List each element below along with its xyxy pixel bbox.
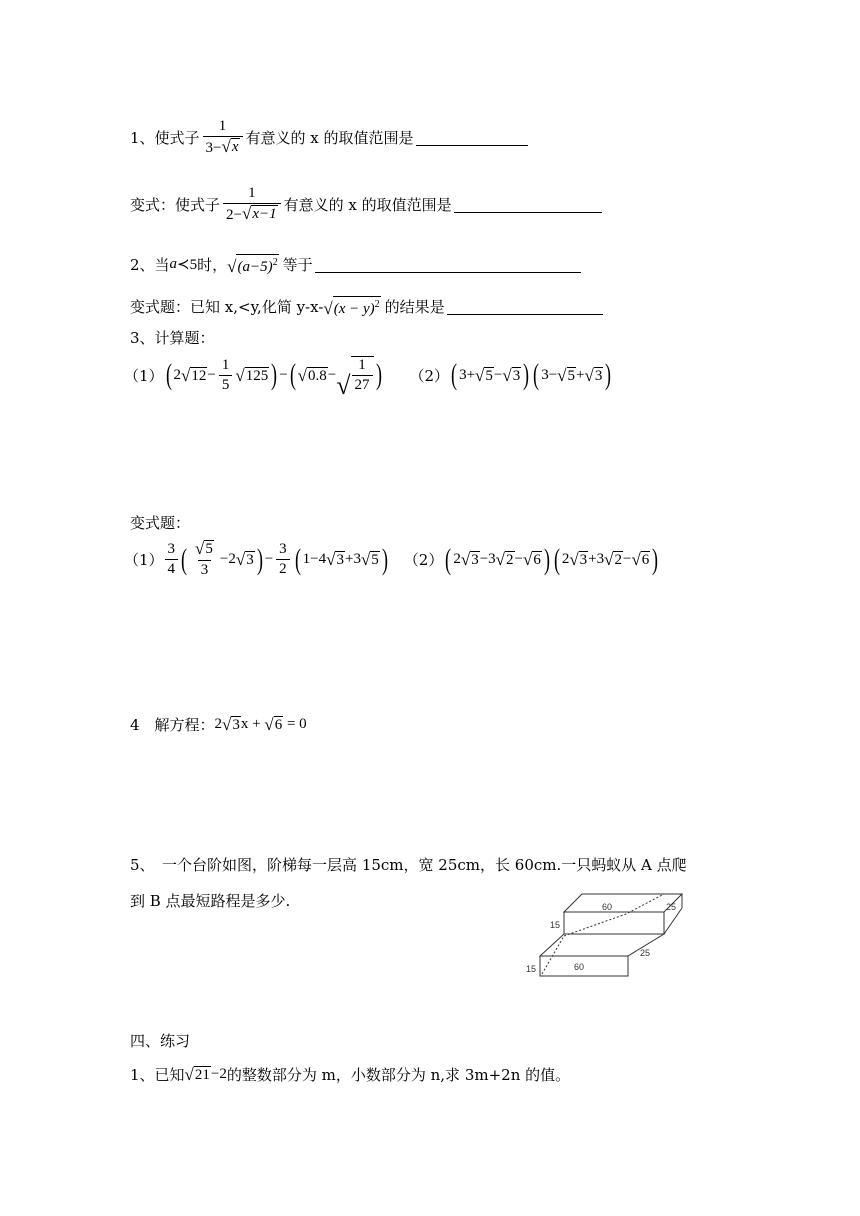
- q1-fraction: 1 3− √ x: [200, 118, 246, 157]
- q3v-p2-label: （2）: [403, 551, 444, 569]
- q3-p1-label: （1）: [124, 366, 164, 385]
- question-5-line2: 到 B 点最短路程是多少.: [130, 892, 291, 910]
- q2-label: 2、当: [130, 256, 170, 274]
- q2v-label: 变式题：已知 x,<y,化简 y-x-: [130, 298, 324, 316]
- ex1-tail: 的整数部分为 m，小数部分为 n,求 3m+2n 的值。: [226, 1066, 571, 1084]
- top-length-label: 60: [602, 902, 613, 912]
- q3v-p2-expression: ( 2 √ 3 −3 √ 2 − √ 6 ) ( 2 √ 3 +3 √ 2 − √ 6 ): [445, 542, 659, 576]
- q2-tail: 等于: [282, 256, 313, 274]
- question-1-variant: [130, 185, 602, 224]
- q3-p1-expression: ( 2 √ 12 − $\frac{1}{5}$ √ 125 ) − ( √ 0.8 − √ $\frac{1}{27}$ ): [165, 356, 382, 400]
- question-5-line1: 5、 一个台阶如图，阶梯每一层高 15cm，宽 25cm，长 60cm.一只蚂蚁从 A 点爬: [130, 856, 687, 874]
- q1v-answer-blank[interactable]: [454, 196, 602, 213]
- q2v-tail: 的结果是: [384, 298, 445, 316]
- exercise-1: [130, 1064, 570, 1085]
- question-4: [130, 714, 307, 735]
- stair-figure: [520, 880, 700, 980]
- q3v-p1-expression: $\frac{3}{4}$ ( √ 5 3 −2 √ 3 ) − $\frac{3}{2}$ ( 1−4 √ 3 +3 √ 5 ): [164, 540, 390, 579]
- top-step-top: [564, 894, 682, 912]
- question-3-title: 3、计算题：: [130, 329, 215, 347]
- ex1-label: 1、已知: [130, 1066, 185, 1084]
- q1v-label: 变式：使式子: [130, 196, 221, 214]
- q2-answer-blank[interactable]: [315, 256, 581, 273]
- q3v-p1-label: （1）: [124, 551, 164, 569]
- q1-label: 1、使式子: [130, 129, 200, 147]
- q4-label: 4 解方程：: [130, 716, 215, 734]
- top-height-label: 15: [550, 920, 561, 930]
- bottom-length-label: 60: [574, 962, 585, 972]
- q1v-tail: 有意义的 x 的取值范围是: [283, 196, 452, 214]
- bottom-width-label: 25: [640, 948, 651, 958]
- ex1-expression: √ 21 −2: [184, 1065, 227, 1084]
- q1-tail: 有意义的 x 的取值范围是: [245, 129, 414, 147]
- q3-p2-expression: ( 3+ √ 5 − √ 3 ) ( 3− √ 5 + √ 3 ): [451, 358, 612, 391]
- top-step-front: [564, 912, 664, 934]
- q4-equation: 2 √ 3 x + √ 6 = 0: [214, 715, 307, 734]
- question-1: [130, 118, 528, 157]
- q2v-radical: √ $(x - y)^2$: [323, 296, 380, 317]
- section-4-title: 四、练习: [130, 1032, 191, 1050]
- question-3-variant-parts: [124, 540, 660, 579]
- q2-cond-tail: 时，: [197, 256, 228, 274]
- q2-radical: √ $(a-5)^2$: [227, 254, 278, 275]
- question-2: [130, 254, 581, 275]
- q1v-fraction: 1 2− √ x−1: [220, 185, 284, 224]
- q1-answer-blank[interactable]: [416, 129, 528, 146]
- question-3-parts: [124, 356, 613, 400]
- q2-cond-var: a: [169, 256, 178, 272]
- bottom-height-label: 15: [526, 964, 537, 974]
- top-width-label: 25: [666, 902, 677, 912]
- question-2-variant: [130, 296, 603, 317]
- question-3-variant-title: 变式题：: [130, 514, 191, 532]
- q3-p2-label: （2）: [409, 366, 450, 385]
- q2-cond-rel: ≺5: [177, 257, 198, 273]
- q2v-answer-blank[interactable]: [447, 298, 603, 315]
